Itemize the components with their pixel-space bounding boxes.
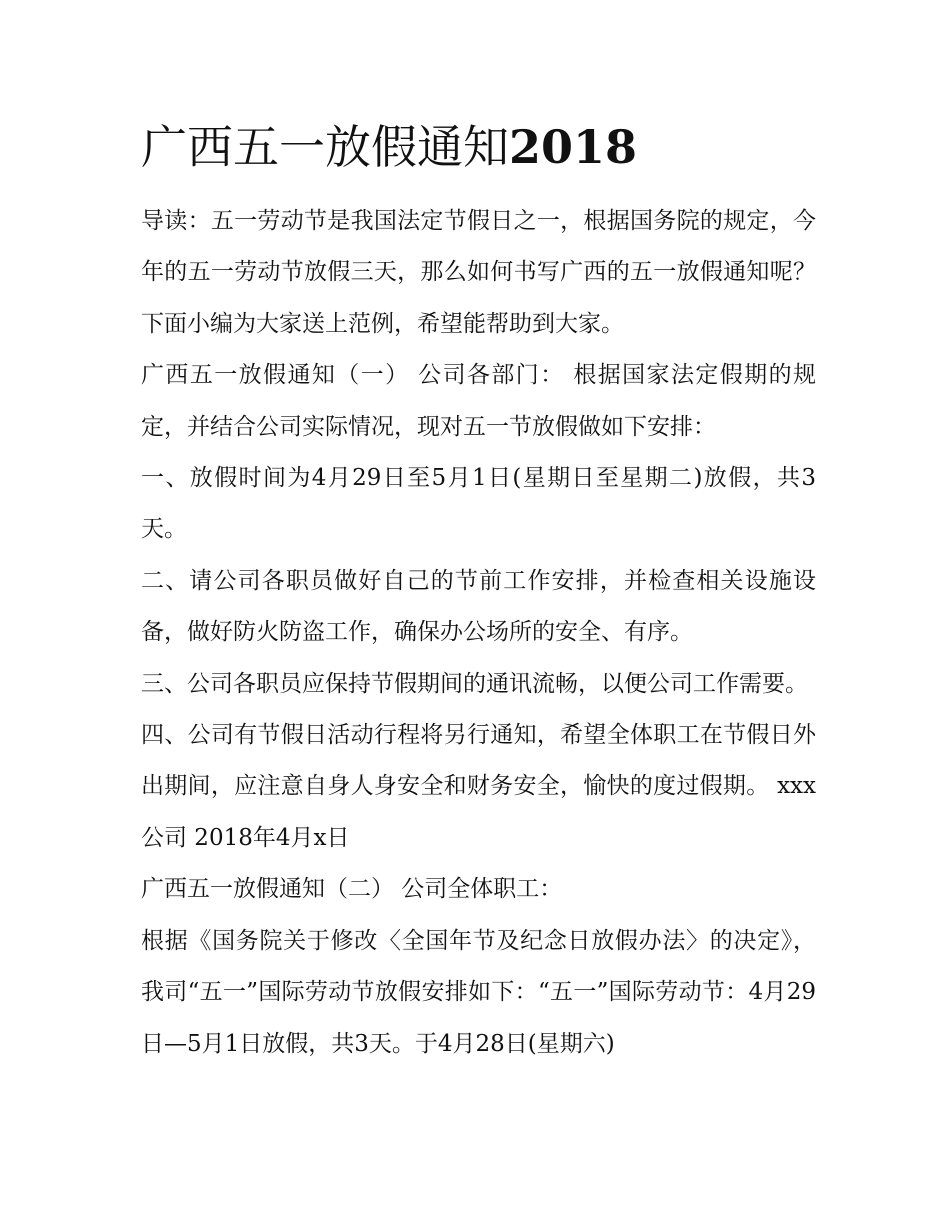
item-three-paragraph: 三、公司各职员应保持节假期间的通讯流畅，以便公司工作需要。 [141,670,808,697]
item-one-paragraph: 一、放假时间为4月29日至5月1日(星期日至星期二)放假，共3天。 [141,465,816,543]
document-title [141,112,816,182]
title-text: 广西五一放假通知 [141,120,509,174]
document-body [141,112,816,1070]
title-year: 2018 [509,120,638,174]
item-two-paragraph: 二、请公司各职员做好自己的节前工作安排，并检查相关设施设备，做好防火防盗工作，确保办公场所的安全、有序。 [141,567,816,646]
item-four-paragraph: 四、公司有节假日活动行程将另行通知，希望全体职工在节假日外出期间，应注意自身人身安全和财务安全，愉快的度过假期。 xxx公司 2018年4月x日 [141,722,816,851]
notice-two-body-paragraph: 根据《国务院关于修改〈全国年节及纪念日放假办法〉的决定》，我司“五一”国际劳动节放假安排如下：“五一”国际劳动节：4月29日—5月1日放假，共3天。于4月28日(星期六) [141,927,816,1057]
notice-two-header-paragraph: 广西五一放假通知（二） 公司全体职工： [141,876,563,903]
notice-one-header-paragraph: 广西五一放假通知（一） 公司各部门： 根据国家法定假期的规定，并结合公司实际情况，现对五一节放假做如下安排： [141,362,816,440]
intro-paragraph: 导读：五一劳动节是我国法定节假日之一，根据国务院的规定，今年的五一劳动节放假三天，那么如何书写广西的五一放假通知呢？下面小编为大家送上范例，希望能帮助到大家。 [141,208,816,337]
